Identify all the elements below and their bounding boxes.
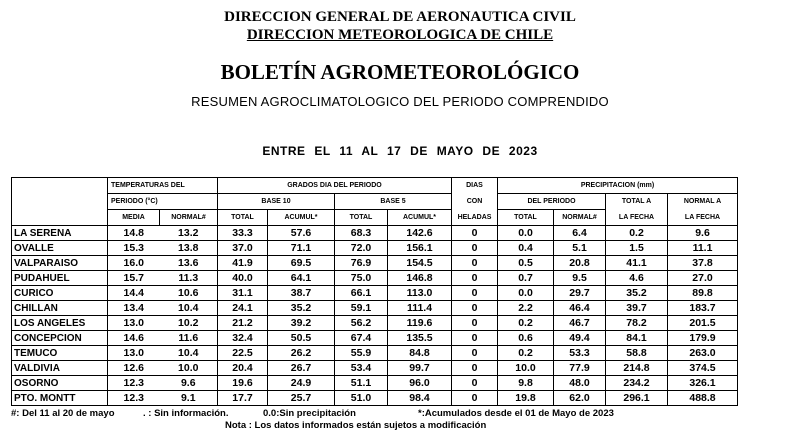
station-name: OVALLE [12, 241, 108, 256]
gd5-acumul: 135.5 [388, 331, 452, 346]
gd5-acumul: 99.7 [388, 361, 452, 376]
temp-normal: 10.2 [160, 316, 218, 331]
precip-normal: 6.4 [554, 226, 606, 241]
gd10-total: 37.0 [218, 241, 268, 256]
frost-days: 0 [452, 226, 498, 241]
gd5-total: 68.3 [335, 226, 388, 241]
base10-header: BASE 10 [218, 194, 335, 210]
gd10-total: 24.1 [218, 301, 268, 316]
col-total-precip: TOTAL [498, 210, 554, 226]
precip-total: 0.2 [498, 316, 554, 331]
temp-media: 15.3 [108, 241, 160, 256]
gd10-total: 19.6 [218, 376, 268, 391]
temp-normal: 9.1 [160, 391, 218, 406]
gd10-total: 20.4 [218, 361, 268, 376]
table-row [12, 226, 738, 241]
gd5-total: 53.4 [335, 361, 388, 376]
table-row [12, 301, 738, 316]
footnote-nota: Nota : Los datos informados están sujetos a modificación [225, 420, 487, 431]
temp-normal: 10.0 [160, 361, 218, 376]
table-row [12, 391, 738, 406]
precip-total-to-date: 78.2 [606, 316, 668, 331]
gd10-total: 32.4 [218, 331, 268, 346]
temp-normal: 10.6 [160, 286, 218, 301]
station-name: CURICO [12, 286, 108, 301]
precip-period-header: DEL PERIODO [498, 194, 606, 210]
temp-normal: 9.6 [160, 376, 218, 391]
gd5-acumul: 142.6 [388, 226, 452, 241]
station-name: TEMUCO [12, 346, 108, 361]
agroclimatic-table [11, 177, 738, 406]
precip-total: 0.4 [498, 241, 554, 256]
precip-normal: 5.1 [554, 241, 606, 256]
gd5-total: 56.2 [335, 316, 388, 331]
precip-total-header-1: TOTAL A [606, 194, 668, 210]
precip-normal-to-date: 183.7 [668, 301, 738, 316]
gd10-total: 40.0 [218, 271, 268, 286]
gd5-total: 59.1 [335, 301, 388, 316]
precip-total: 0.7 [498, 271, 554, 286]
station-name: PUDAHUEL [12, 271, 108, 286]
gd10-total: 33.3 [218, 226, 268, 241]
precip-normal-to-date: 374.5 [668, 361, 738, 376]
station-name: VALDIVIA [12, 361, 108, 376]
bulletin-title: BOLETÍN AGROMETEOROLÓGICO [220, 60, 580, 84]
precip-total: 0.6 [498, 331, 554, 346]
gd10-acumul: 57.6 [268, 226, 335, 241]
gd5-total: 75.0 [335, 271, 388, 286]
temperatures-header: TEMPERATURAS DEL [108, 178, 218, 194]
gd10-total: 41.9 [218, 256, 268, 271]
gd5-total: 66.1 [335, 286, 388, 301]
col-acumul-base5: ACUMUL* [388, 210, 452, 226]
col-total-base5: TOTAL [335, 210, 388, 226]
gd10-acumul: 39.2 [268, 316, 335, 331]
precip-total: 9.8 [498, 376, 554, 391]
col-total-base10: TOTAL [218, 210, 268, 226]
precip-normal-to-date: 37.8 [668, 256, 738, 271]
station-name: OSORNO [12, 376, 108, 391]
precip-normal: 20.8 [554, 256, 606, 271]
temp-media: 12.6 [108, 361, 160, 376]
col-media: MEDIA [108, 210, 160, 226]
footnote-no-info: . : Sin información. [143, 408, 229, 419]
gd10-total: 21.2 [218, 316, 268, 331]
precip-normal: 49.4 [554, 331, 606, 346]
station-name: VALPARAISO [12, 256, 108, 271]
precip-total: 0.5 [498, 256, 554, 271]
frost-days: 0 [452, 271, 498, 286]
frost-days: 0 [452, 391, 498, 406]
frost-days: 0 [452, 346, 498, 361]
temp-normal: 13.2 [160, 226, 218, 241]
gd5-acumul: 84.8 [388, 346, 452, 361]
precip-total: 10.0 [498, 361, 554, 376]
temp-media: 12.3 [108, 376, 160, 391]
col-normal-temp: NORMAL# [160, 210, 218, 226]
station-name: CONCEPCION [12, 331, 108, 346]
table-row [12, 256, 738, 271]
table-row [12, 316, 738, 331]
gd5-acumul: 113.0 [388, 286, 452, 301]
precip-total-to-date: 84.1 [606, 331, 668, 346]
base5-header: BASE 5 [335, 194, 452, 210]
precip-total: 19.8 [498, 391, 554, 406]
precip-total-to-date: 41.1 [606, 256, 668, 271]
gd5-acumul: 154.5 [388, 256, 452, 271]
table-row [12, 286, 738, 301]
frost-days: 0 [452, 361, 498, 376]
gd5-acumul: 119.6 [388, 316, 452, 331]
precip-total-to-date: 4.6 [606, 271, 668, 286]
gd10-acumul: 38.7 [268, 286, 335, 301]
precip-total: 0.0 [498, 286, 554, 301]
table-row [12, 346, 738, 361]
frost-days-header-1: DIAS [452, 178, 498, 194]
header-row-1 [12, 178, 738, 194]
table-row [12, 271, 738, 286]
degree-days-header: GRADOS DIA DEL PERIODO [218, 178, 452, 194]
frost-days: 0 [452, 286, 498, 301]
station-name: CHILLAN [12, 301, 108, 316]
footnote-accumulated: *:Acumulados desde el 01 de Mayo de 2023 [418, 408, 614, 419]
temperatures-period-header: PERIODO (°C) [108, 194, 218, 210]
station-header-cell [12, 178, 108, 194]
station-name: LOS ANGELES [12, 316, 108, 331]
frost-days: 0 [452, 376, 498, 391]
precip-total-to-date: 234.2 [606, 376, 668, 391]
precip-normal: 77.9 [554, 361, 606, 376]
gd10-acumul: 64.1 [268, 271, 335, 286]
gd10-acumul: 26.7 [268, 361, 335, 376]
precip-total-to-date: 58.8 [606, 346, 668, 361]
gd5-total: 76.9 [335, 256, 388, 271]
bulletin-subtitle: RESUMEN AGROCLIMATOLOGICO DEL PERIODO COMPRENDIDO [191, 94, 609, 109]
gd10-total: 17.7 [218, 391, 268, 406]
temp-normal: 13.6 [160, 256, 218, 271]
precip-normal: 62.0 [554, 391, 606, 406]
frost-days: 0 [452, 241, 498, 256]
gd10-total: 22.5 [218, 346, 268, 361]
frost-days-header-2: CON [452, 194, 498, 210]
temp-media: 13.4 [108, 301, 160, 316]
station-name: LA SERENA [12, 226, 108, 241]
precip-normal: 46.4 [554, 301, 606, 316]
table-row [12, 376, 738, 391]
precip-normal-header-1: NORMAL A [668, 194, 738, 210]
org-name-line1: DIRECCION GENERAL DE AERONAUTICA CIVIL [224, 9, 576, 25]
temp-normal: 10.4 [160, 301, 218, 316]
precip-total-to-date: 1.5 [606, 241, 668, 256]
precip-normal: 48.0 [554, 376, 606, 391]
gd5-acumul: 146.8 [388, 271, 452, 286]
precip-normal-to-date: 11.1 [668, 241, 738, 256]
table-row [12, 331, 738, 346]
gd5-acumul: 111.4 [388, 301, 452, 316]
gd5-total: 55.9 [335, 346, 388, 361]
station-name: PTO. MONTT [12, 391, 108, 406]
temp-media: 16.0 [108, 256, 160, 271]
precip-normal-to-date: 89.8 [668, 286, 738, 301]
footnote-no-precip: 0.0:Sin precipitación [263, 408, 356, 419]
temp-normal: 11.3 [160, 271, 218, 286]
precip-total-header-2: LA FECHA [606, 210, 668, 226]
gd10-acumul: 24.9 [268, 376, 335, 391]
header-row-3 [12, 210, 738, 226]
gd10-acumul: 35.2 [268, 301, 335, 316]
temp-media: 14.6 [108, 331, 160, 346]
gd10-total: 31.1 [218, 286, 268, 301]
precip-normal-to-date: 201.5 [668, 316, 738, 331]
frost-days: 0 [452, 331, 498, 346]
precip-total-to-date: 296.1 [606, 391, 668, 406]
temp-normal: 11.6 [160, 331, 218, 346]
gd10-acumul: 69.5 [268, 256, 335, 271]
table-row [12, 241, 738, 256]
station-header-cell [12, 210, 108, 226]
gd5-acumul: 98.4 [388, 391, 452, 406]
temp-normal: 13.8 [160, 241, 218, 256]
gd5-acumul: 96.0 [388, 376, 452, 391]
temp-media: 14.4 [108, 286, 160, 301]
col-acumul-base10: ACUMUL* [268, 210, 335, 226]
temp-media: 13.0 [108, 316, 160, 331]
gd10-acumul: 26.2 [268, 346, 335, 361]
precip-normal: 29.7 [554, 286, 606, 301]
precip-normal-to-date: 488.8 [668, 391, 738, 406]
gd5-total: 51.0 [335, 391, 388, 406]
gd10-acumul: 71.1 [268, 241, 335, 256]
gd10-acumul: 50.5 [268, 331, 335, 346]
precip-normal-to-date: 326.1 [668, 376, 738, 391]
footnote-hash: #: Del 11 al 20 de mayo [11, 408, 115, 419]
precip-normal: 53.3 [554, 346, 606, 361]
table-row [12, 361, 738, 376]
frost-days-header-3: HELADAS [452, 210, 498, 226]
frost-days: 0 [452, 256, 498, 271]
gd5-total: 51.1 [335, 376, 388, 391]
precip-normal-to-date: 179.9 [668, 331, 738, 346]
precip-total-to-date: 39.7 [606, 301, 668, 316]
precip-total-to-date: 214.8 [606, 361, 668, 376]
precip-normal: 9.5 [554, 271, 606, 286]
gd10-acumul: 25.7 [268, 391, 335, 406]
precip-normal: 46.7 [554, 316, 606, 331]
frost-days: 0 [452, 316, 498, 331]
period-range: ENTRE EL 11 AL 17 DE MAYO DE 2023 [262, 144, 538, 158]
station-header-cell [12, 194, 108, 210]
precip-total-to-date: 0.2 [606, 226, 668, 241]
precip-total-to-date: 35.2 [606, 286, 668, 301]
temp-media: 13.0 [108, 346, 160, 361]
org-name-line2: DIRECCION METEOROLOGICA DE CHILE [246, 27, 554, 43]
precip-total: 2.2 [498, 301, 554, 316]
gd5-total: 72.0 [335, 241, 388, 256]
temp-media: 15.7 [108, 271, 160, 286]
col-normal-precip: NORMAL# [554, 210, 606, 226]
frost-days: 0 [452, 301, 498, 316]
precip-total: 0.2 [498, 346, 554, 361]
temp-normal: 10.4 [160, 346, 218, 361]
temp-media: 12.3 [108, 391, 160, 406]
gd5-total: 67.4 [335, 331, 388, 346]
precip-normal-to-date: 9.6 [668, 226, 738, 241]
precipitation-header: PRECIPITACION (mm) [498, 178, 738, 194]
precip-normal-to-date: 27.0 [668, 271, 738, 286]
precip-normal-to-date: 263.0 [668, 346, 738, 361]
header-row-2 [12, 194, 738, 210]
gd5-acumul: 156.1 [388, 241, 452, 256]
precip-total: 0.0 [498, 226, 554, 241]
temp-media: 14.8 [108, 226, 160, 241]
precip-normal-header-2: LA FECHA [668, 210, 738, 226]
